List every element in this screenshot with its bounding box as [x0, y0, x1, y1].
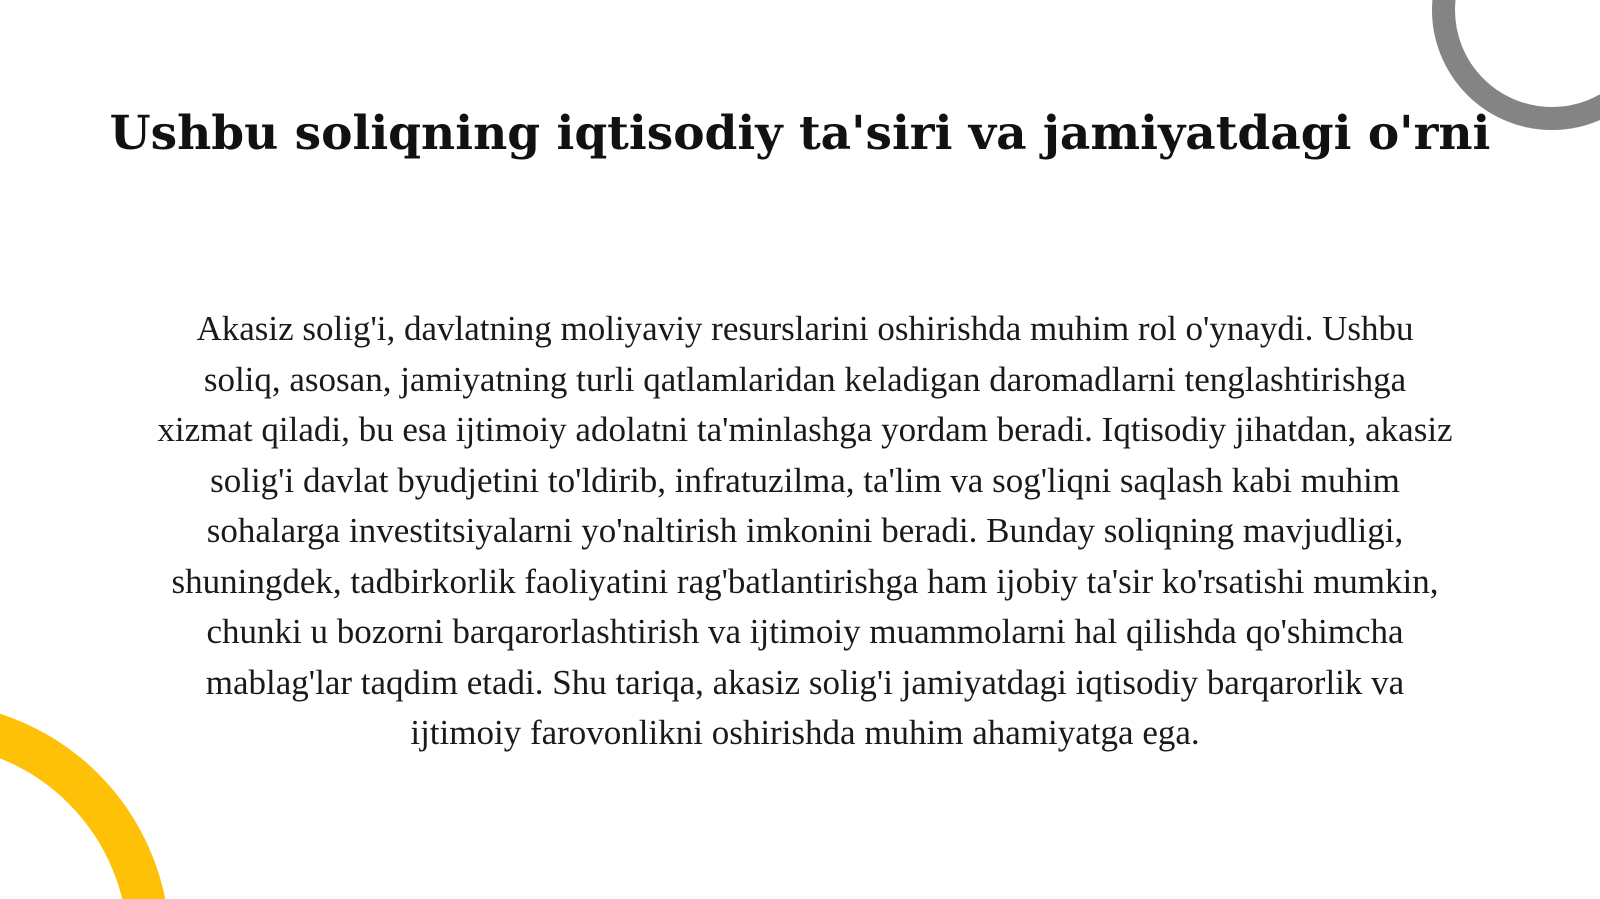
- slide-body-text: Akasiz solig'i, davlatning moliyaviy resurslarini oshirishda muhim rol o'ynaydi. Ushbu soliq, asosan, jamiyatning turli qatlamlaridan keladigan daromadlarni tenglashtirishga xizmat qiladi, bu esa ijtimoiy adolatni ta'minlashga yordam beradi. Iqtisodiy jihatdan, akasiz solig'i davlat byudjetini to'ldirib, infratuzilma, ta'lim va sog'liqni saqlash kabi muhim sohalarga investitsiyalarni yo'naltirish imkonini beradi. Bunday soliqning mavjudligi, shuningdek, tadbirkorlik faoliyatini rag'batlantirishga ham ijobiy ta'sir ko'rsatishi mumkin, chunki u bozorni barqarorlashtirish va ijtimoiy muammolarni hal qilishda qo'shimcha mablag'lar taqdim etadi. Shu tariqa, akasiz solig'i jamiyatdagi iqtisodiy barqarorlik va ijtimoiy farovonlikni oshirishda muhim ahamiyatga ega.: [157, 309, 1453, 752]
- slide-title: Ushbu soliqning iqtisodiy ta'siri va jamiyatdagi o'rni: [109, 106, 1491, 161]
- decorative-yellow-ring: [0, 702, 170, 899]
